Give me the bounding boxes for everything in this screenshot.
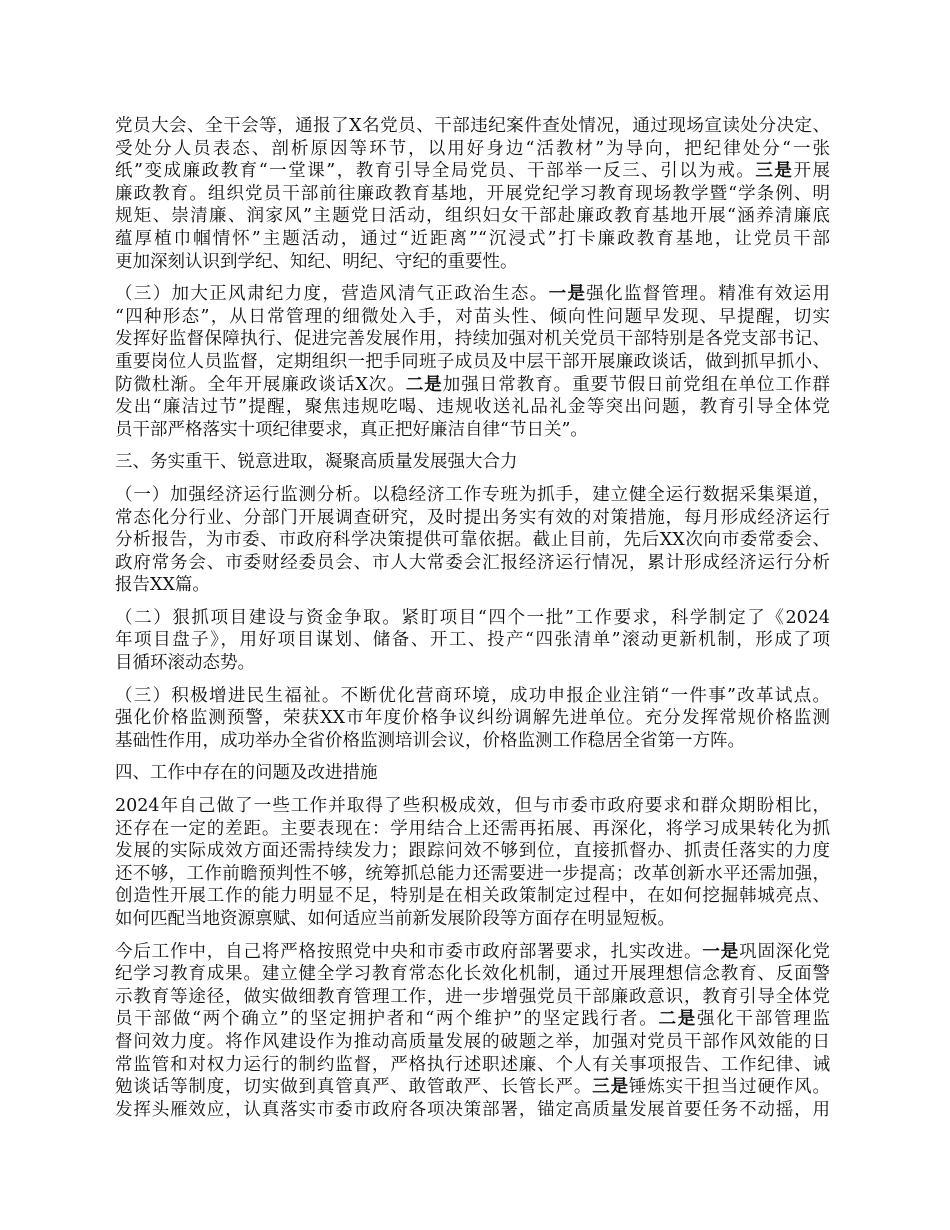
paragraph	[115, 451, 830, 474]
text-line	[115, 306, 830, 329]
text-segment: 锤炼实干担当过硬作风。	[628, 1077, 831, 1098]
text-segment: 三、务实重干、锐意进取，凝聚高质量发展强大合力	[115, 452, 518, 473]
text-segment: 规矩、崇清廉、润家风”主题党日活动，组织妇女干部赴廉政教育基地开展“涵养清廉底	[115, 206, 830, 227]
text-line	[115, 328, 830, 351]
document-page	[115, 115, 830, 1131]
paragraph	[115, 484, 830, 597]
text-line	[115, 885, 830, 908]
text-line	[115, 941, 830, 964]
paragraph	[115, 685, 830, 753]
text-segment: 发出“廉洁过节”提醒，聚焦违规吃喝、违规收送礼品礼金等突出问题，教育引导全体党	[115, 397, 830, 418]
text-line	[115, 730, 830, 753]
text-segment: 2024年自己做了一些工作并取得了些积极成效，但与市委市政府要求和群众期盼相比，	[115, 796, 830, 817]
text-segment: 党员大会、全干会等，通报了X名党员、干部违纪案件查处情况，通过现场宣读处分决定、	[115, 116, 830, 136]
text-line	[115, 685, 830, 708]
text-line	[115, 283, 830, 306]
text-segment: 强化干部管理监	[696, 1009, 831, 1030]
text-line	[115, 374, 830, 397]
text-line	[115, 251, 830, 274]
bold-keyword: 二是	[658, 1009, 697, 1030]
paragraph	[115, 941, 830, 1122]
text-line	[115, 115, 830, 138]
text-segment: “四种形态”，从日常管理的细微处入手，对苗头性、倾向性问题早发现、早提醒，切实	[115, 306, 830, 327]
text-line	[115, 652, 830, 675]
text-segment: 如何匹配当地资源禀赋、如何适应当前新发展阶段等方面存在明显短板。	[115, 909, 675, 929]
text-segment: 政府常务会、市委财经委员会、市人大常委会汇报经济运行情况，累计形成经济运行分析	[115, 552, 830, 573]
text-segment: 巩固深化党	[739, 941, 831, 962]
text-segment: （三）积极增进民生福祉。不断优化营商环境，成功申报企业注销“一件事”改革试点。	[115, 685, 830, 706]
text-segment: 廉政教育。组织党员干部前往廉政教育基地，开展党纪学习教育现场教学暨“学条例、明	[115, 183, 830, 204]
text-line	[115, 707, 830, 730]
text-line	[115, 1031, 830, 1054]
text-line	[115, 629, 830, 652]
text-segment: 示教育等途径，做实做细教育管理工作，进一步增强党员干部廉政意识，教育引导全体党	[115, 986, 830, 1007]
text-line	[115, 963, 830, 986]
text-line	[115, 396, 830, 419]
text-line	[115, 1054, 830, 1077]
text-segment: 发挥好监督保障执行、促进完善发展作用，持续加强对机关党员干部特别是各党支部书记、	[115, 329, 830, 350]
text-segment: 强化价格监测预警，荣获XX市年度价格争议纠纷调解先进单位。充分发挥常规价格监测	[115, 708, 830, 729]
text-line	[115, 451, 830, 474]
text-segment: 年项目盘子》，用好项目谋划、储备、开工、投产“四张清单”滚动更新机制，形成了项	[115, 630, 830, 651]
text-segment: 基础性作用，成功举办全省价格监测培训会议，价格监测工作稳居全省第一方阵。	[115, 730, 745, 751]
text-segment: 勉谈话等制度，切实做到真管真严、敢管敢严、长管长严。	[115, 1077, 593, 1098]
bold-keyword: 三是	[592, 1077, 629, 1098]
text-segment: 加强日常教育。重要节假日前党组在单位工作群	[442, 374, 831, 395]
text-segment: （二）狠抓项目建设与资金争取。紧盯项目“四个一批”工作要求，科学制定了《2024	[115, 607, 830, 628]
text-line	[115, 1076, 830, 1099]
text-line	[115, 228, 830, 251]
text-line	[115, 1099, 830, 1122]
text-segment: 发展的实际成效方面还需持续发力；跟踪问效不够到位，直接抓督办、抓责任落实的力度	[115, 841, 830, 862]
text-line	[115, 908, 830, 931]
text-line	[115, 419, 830, 442]
text-segment: 员干部严格落实十项纪律要求，真正把好廉洁自律“节日关”。	[115, 419, 588, 440]
text-segment: 纸”变成廉政教育“一堂课”，教育引导全局党员、干部举一反三、引以为戒。	[115, 161, 756, 182]
paragraph	[115, 115, 830, 273]
bold-keyword: 二是	[405, 374, 443, 395]
text-line	[115, 795, 830, 818]
text-line	[115, 574, 830, 597]
text-segment: 分析报告，为市委、市政府科学决策提供可靠依据。截止目前，先后XX次向市委常委会、	[115, 530, 830, 551]
text-segment: （一）加强经济运行监测分析。以稳经济工作专班为抓手，建立健全运行数据采集渠道，	[115, 484, 830, 505]
text-segment: 防微杜渐。全年开展廉政谈话X次。	[115, 374, 406, 395]
bold-keyword: 一是	[702, 941, 740, 962]
text-line	[115, 552, 830, 575]
paragraph	[115, 795, 830, 931]
text-segment: 蕴厚植巾帼情怀”主题活动，通过“近距离”“沉浸式”打卡廉政教育基地，让党员干部	[115, 228, 830, 249]
text-line	[115, 484, 830, 507]
text-segment: 四、工作中存在的问题及改进措施	[115, 763, 378, 784]
text-line	[115, 529, 830, 552]
text-segment: 目循环滚动态势。	[115, 653, 255, 674]
text-segment: 重要岗位人员监督，定期组织一把手同班子成员及中层干部开展廉政谈话，做到抓早抓小、	[115, 351, 830, 372]
text-line	[115, 840, 830, 863]
paragraph	[115, 762, 830, 785]
text-line	[115, 160, 830, 183]
text-segment: 发挥头雁效应，认真落实市委市政府各项决策部署，锚定高质量发展首要任务不动摇，用	[115, 1099, 830, 1120]
text-segment: 员干部做“两个确立”的坚定拥护者和“两个维护”的坚定践行者。	[115, 1009, 659, 1030]
text-line	[115, 863, 830, 886]
text-line	[115, 351, 830, 374]
text-line	[115, 986, 830, 1009]
bold-keyword: 一是	[548, 284, 587, 305]
text-segment: 常态化分行业、分部门开展调查研究，及时提出务实有效的对策措施，每月形成经济运行	[115, 507, 830, 528]
text-segment: 今后工作中，自己将严格按照党中央和市委市政府部署要求，扎实改进。	[115, 941, 703, 962]
paragraph	[115, 607, 830, 675]
text-segment: 受处分人员表态、剖析原因等环节，以用好身边“活教材”为导向，把纪律处分“一张	[115, 138, 830, 159]
paragraph	[115, 283, 830, 441]
text-line	[115, 507, 830, 530]
text-line	[115, 138, 830, 161]
text-segment: 更加深刻认识到学纪、知纪、明纪、守纪的重要性。	[115, 251, 518, 272]
text-segment: 常监管和对权力运行的制约监督，严格执行述职述廉、个人有关事项报告、工作纪律、诫	[115, 1054, 830, 1075]
bold-keyword: 三是	[755, 161, 794, 182]
text-line	[115, 607, 830, 630]
text-line	[115, 205, 830, 228]
text-segment: 开展	[793, 161, 830, 182]
text-segment: 督问效力度。将作风建设作为推动高质量发展的破题之举，加强对党员干部作风效能的日	[115, 1031, 830, 1052]
text-segment: （三）加大正风肃纪力度，营造风清气正政治生态。	[115, 284, 549, 305]
text-line	[115, 818, 830, 841]
text-line	[115, 762, 830, 785]
text-line	[115, 1008, 830, 1031]
text-segment: 纪学习教育成果。建立健全学习教育常态化长效化机制，通过开展理想信念教育、反面警	[115, 964, 830, 985]
text-segment: 创造性开展工作的能力明显不足，特别是在相关政策制定过程中，在如何挖掘韩城亮点、	[115, 886, 830, 907]
text-segment: 还不够，工作前瞻预判性不够，统筹抓总能力还需要进一步提高；改革创新水平还需加强，	[115, 863, 830, 884]
text-line	[115, 183, 830, 206]
text-segment: 还存在一定的差距。主要表现在：学用结合上还需再拓展、再深化，将学习成果转化为抓	[115, 818, 830, 839]
text-segment: 强化监督管理。精准有效运用	[586, 284, 831, 305]
text-segment: 报告XX篇。	[115, 575, 210, 596]
